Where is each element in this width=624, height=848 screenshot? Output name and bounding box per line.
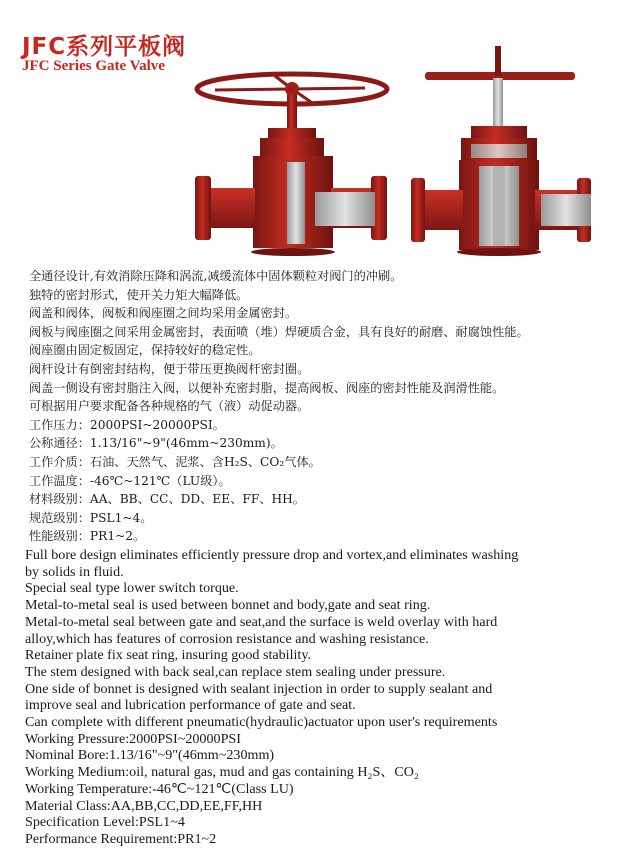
feature-line-en: Metal-to-metal seal is used between bonnet and body,gate and seat ring.: [25, 597, 431, 614]
feature-line-en: alloy,which has features of corrosion resistance and washing resistance.: [25, 630, 429, 647]
spec-line-en: Specification Level:PSL1~4: [25, 814, 185, 831]
spec-line-cn: 工作压力：2000PSI~20000PSI。: [29, 417, 225, 432]
feature-line-en: improve seal and lubrication performance of gate and seat.: [25, 697, 356, 714]
spec-line-en: Performance Requirement:PR1~2: [25, 830, 217, 847]
page-title-chinese: JFC系列平板阀: [22, 34, 187, 60]
spec-line-cn: 规范级别：PSL1~4。: [29, 510, 153, 525]
feature-line-en: One side of bonnet is designed with sealant injection in order to supply sealant and: [25, 680, 493, 697]
page-title-english: JFC Series Gate Valve: [22, 58, 165, 74]
feature-line-en: Can complete with different pneumatic(hydraulic)actuator upon user's requirements: [25, 714, 498, 731]
feature-line-cn: 独特的密封形式，使开关力矩大幅降低。: [29, 287, 249, 302]
spec-line-cn: 工作温度：-46℃~121℃（LU级）。: [29, 473, 231, 488]
features-english: [25, 547, 617, 848]
gate-valve-section-icon: [411, 46, 591, 256]
spec-line-en: Material Class:AA,BB,CC,DD,EE,FF,HH: [25, 797, 263, 814]
feature-line-cn: 全通径设计,有效消除压降和涡流,减缓流体中固体颗粒对阀门的冲刷。: [29, 269, 403, 283]
feature-line-en: Retainer plate fix seat ring, insuring good stability.: [25, 647, 311, 664]
feature-line-en: Special seal type lower switch torque.: [25, 580, 239, 597]
feature-line-cn: 阀板与阀座圈之间采用金属密封，表面喷（堆）焊硬质合金，具有良好的耐磨、耐腐蚀性能。: [29, 324, 529, 339]
spec-line-cn: 性能级别：PR1~2。: [29, 529, 146, 544]
feature-line-cn: 阀盖一侧设有密封脂注入阀，以便补充密封脂，提高阀板、阀座的密封性能及润滑性能。: [29, 380, 505, 395]
feature-line-cn: 阀杆设计有倒密封结构，便于带压更换阀杆密封圈。: [29, 361, 310, 376]
feature-line-en: Metal-to-metal seal between gate and seat,and the surface is weld overlay with hard: [25, 613, 498, 630]
spec-line-cn: 工作介质：石油、天然气、泥浆、含H₂S、CO₂气体。: [29, 454, 321, 469]
feature-line-cn: 阀座圈由固定板固定，保持较好的稳定性。: [29, 343, 261, 358]
spec-line-en: Working Pressure:2000PSI~20000PSI: [25, 730, 241, 747]
spec-line-cn: 材料级别：AA、BB、CC、DD、EE、FF、HH。: [29, 492, 305, 507]
features-chinese: [29, 267, 619, 546]
feature-line-cn: 可根据用户要求配备各种规格的气（液）动促动器。: [29, 399, 310, 414]
feature-line-en: The stem designed with back seal,can replace stem sealing under pressure.: [25, 663, 446, 680]
feature-line-en: by solids in fluid.: [25, 563, 124, 580]
spec-line-en: Working Medium:oil, natural gas, mud and gas containing H₂S、CO₂: [25, 764, 419, 781]
feature-line-cn: 阀盖和阀体，阀板和阀座圈之间均采用金属密封。: [29, 306, 298, 321]
spec-line-en: Nominal Bore:1.13/16"~9"(46mm~230mm): [25, 747, 275, 764]
spec-line-en: Working Temperature:-46℃~121℃(Class LU): [25, 780, 294, 797]
spec-line-cn: 公称通径：1.13/16"~9"(46mm~230mm)。: [29, 436, 283, 451]
feature-line-en: Full bore design eliminates efficiently pressure drop and vortex,and eliminates washing: [25, 547, 519, 563]
valve-illustration: [175, 42, 615, 262]
gate-valve-cutaway-icon: [195, 74, 387, 256]
